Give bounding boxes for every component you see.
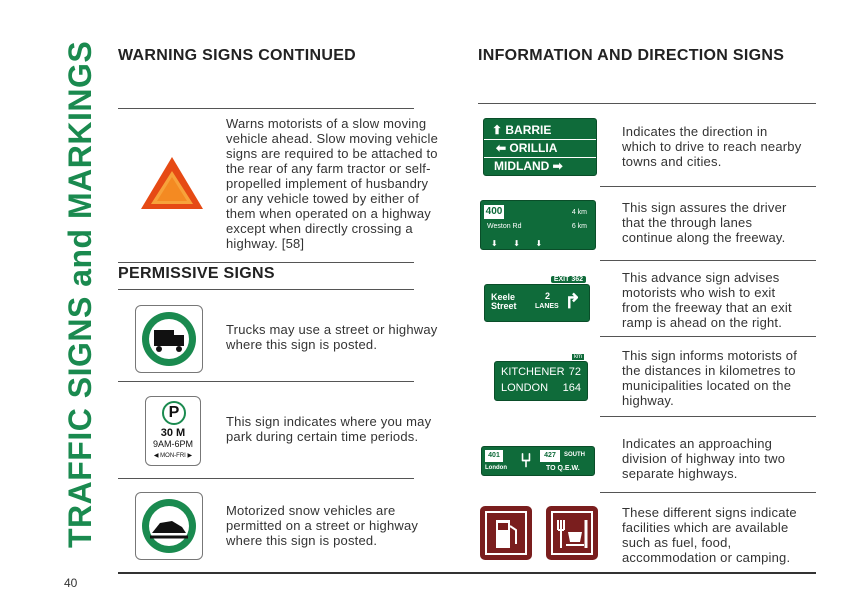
exit-text: This advance sign advises motorists who wish to exit from the freeway that an exit ramp is ahead on the right. xyxy=(622,270,792,330)
distance-sign: km KITCHENER 72 LONDON 164 xyxy=(494,361,588,401)
route-427-shield: 427 xyxy=(540,450,560,462)
food-icon xyxy=(546,506,598,560)
freeway-sign: 400 4 km Weston Rd 6 km ⬇ ⬇ ⬇ xyxy=(480,200,596,250)
slow-moving-text: Warns motorists of a slow moving vehicle ahead. Slow moving vehicle signs are required to be attached to the rear of any farm tractor or self- propelled implement of husbandry or any vehicle towed by either of them when operated on a highway except when directly crossing a highway. [58] xyxy=(226,116,439,251)
bottom-rule xyxy=(118,572,816,574)
parking-hours: 9AM-6PM xyxy=(152,439,193,449)
truck-text: Trucks may use a street or highway where this sign is posted. xyxy=(226,322,438,352)
side-title: TRAFFIC SIGNS and MARKINGS xyxy=(62,40,98,548)
direction-sign: ⬆ BARRIE ⬅ ORILLIA MIDLAND ➡ xyxy=(483,118,597,176)
fuel-pump-icon xyxy=(480,506,532,560)
distance-text: This sign informs motorists of the distances in kilometres to municipalities located on the highway. xyxy=(622,348,798,408)
exit-tab: EXIT 362 xyxy=(550,275,587,284)
divider xyxy=(478,103,816,104)
parking-sign xyxy=(145,396,201,466)
slow-moving-vehicle-icon xyxy=(139,155,205,211)
food-service-sign xyxy=(546,506,598,560)
division-text: Indicates an approaching division of highway into two separate highways. xyxy=(622,436,786,481)
divider xyxy=(118,289,414,290)
fork-arrow-icon: ⑂ xyxy=(520,450,532,472)
divider xyxy=(118,262,414,263)
snowmobile-icon xyxy=(136,493,202,559)
info-direction-heading: INFORMATION AND DIRECTION SIGNS xyxy=(478,47,785,64)
divider xyxy=(600,492,816,493)
permissive-signs-heading: PERMISSIVE SIGNS xyxy=(118,265,275,282)
divider xyxy=(600,260,816,261)
divider xyxy=(118,478,414,479)
division-sign: 401 London ⑂ 427 SOUTH TO Q.E.W. xyxy=(481,446,595,476)
divider xyxy=(600,416,816,417)
parking-days: ◀ MON-FRI ▶ xyxy=(153,453,193,459)
truck-icon xyxy=(136,306,202,372)
exit-sign: EXIT 362 Keele Street 2 LANES ↱ xyxy=(484,284,590,322)
divider xyxy=(600,336,816,337)
page-number: 40 xyxy=(64,576,78,590)
snowmobile-text: Motorized snow vehicles are permitted on a street or highway where this sign is posted. xyxy=(226,503,419,548)
freeway-text: This sign assures the driver that the through lanes continue along the freeway. xyxy=(622,200,787,245)
parking-limit: 30 M xyxy=(160,427,186,439)
truck-sign xyxy=(135,305,203,373)
parking-text: This sign indicates where you may park during certain time periods. xyxy=(226,414,432,444)
divider xyxy=(118,108,414,109)
warning-signs-heading: WARNING SIGNS CONTINUED xyxy=(118,47,357,64)
divider xyxy=(600,186,816,187)
route-shield: 400 xyxy=(485,206,503,217)
parking-icon: P xyxy=(162,401,186,425)
exit-arrow-icon: ↱ xyxy=(564,291,581,313)
fuel-service-sign xyxy=(480,506,532,560)
services-text: These different signs indicate facilities which are available such as fuel, food, accommodation or camping. xyxy=(622,505,797,565)
divider xyxy=(118,381,414,382)
direction-text: Indicates the direction in which to drive to reach nearby towns and cities. xyxy=(622,124,802,169)
route-401-shield: 401 xyxy=(485,450,503,462)
snowmobile-sign xyxy=(135,492,203,560)
